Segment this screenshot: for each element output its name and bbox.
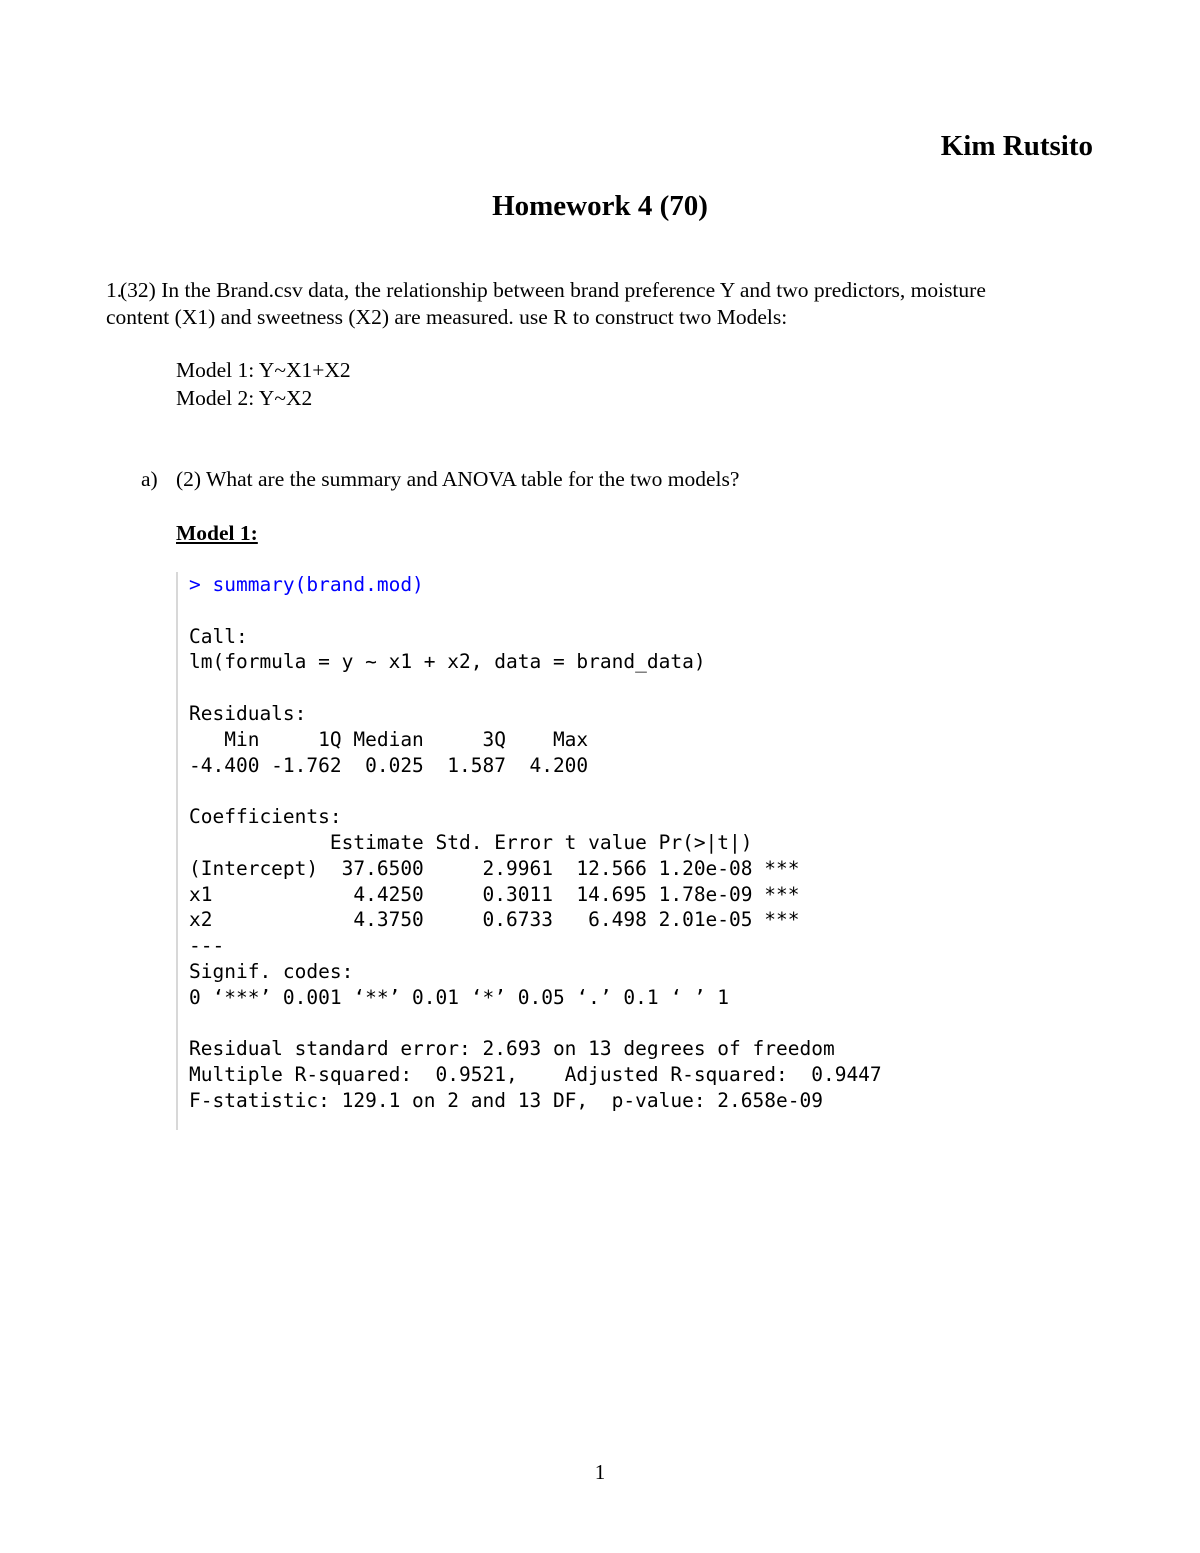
part-a-question <box>141 467 739 492</box>
question-1-line-1-text: (32) In the Brand.csv data, the relationship between brand preference Y and two predictors, moisture <box>120 278 986 302</box>
page-number: 1 <box>594 1460 606 1484</box>
r-output-line: Call: <box>189 624 248 648</box>
r-output-line: -4.400 -1.762 0.025 1.587 4.200 <box>189 753 600 777</box>
model-1-heading: Model 1: <box>176 521 258 545</box>
r-command: > summary(brand.mod) <box>189 573 424 596</box>
r-output-line: Estimate Std. Error t value Pr(>|t|) <box>189 830 800 854</box>
r-output-lines <box>178 598 978 1114</box>
r-output-line: lm(formula = y ~ x1 + x2, data = brand_data) <box>189 650 706 674</box>
r-output-line: Multiple R-squared: 0.9521, Adjusted R-squared: 0.9447 <box>189 1063 894 1087</box>
r-output-line: Residuals: <box>189 701 307 725</box>
question-1-line-2: content (X1) and sweetness (X2) are measured. use R to construct two Models: <box>106 305 788 329</box>
r-output-line: x1 4.4250 0.3011 14.695 1.78e-09 *** <box>189 882 800 906</box>
question-number: 1. <box>106 278 123 302</box>
document-title: Homework 4 (70) <box>492 190 708 222</box>
r-output-line <box>178 778 978 804</box>
model-2-formula: Model 2: Y~X2 <box>176 386 313 410</box>
r-output-line: Signif. codes: <box>189 959 377 983</box>
part-a-text: (2) What are the summary and ANOVA table for the two models? <box>176 467 740 491</box>
r-output-line: x2 4.3750 0.6733 6.498 2.01e-05 *** <box>189 908 800 932</box>
question-1-line-1 <box>106 277 1096 304</box>
part-a-label: a) <box>141 467 158 491</box>
r-output-line: Residual standard error: 2.693 on 13 degrees of freedom <box>189 1037 835 1061</box>
r-output-line <box>178 1011 978 1037</box>
r-output-line: 0 ‘***’ 0.001 ‘**’ 0.01 ‘*’ 0.05 ‘.’ 0.1 ‘ ’ 1 <box>189 985 730 1009</box>
model-1-formula: Model 1: Y~X1+X2 <box>176 358 351 382</box>
r-output-line: (Intercept) 37.6500 2.9961 12.566 1.20e-08 *** <box>189 856 800 880</box>
r-output-line: --- <box>189 934 225 958</box>
r-output-line: F-statistic: 129.1 on 2 and 13 DF, p-value: 2.658e-09 <box>189 1088 823 1112</box>
author-name: Kim Rutsito <box>940 130 1093 162</box>
r-output-line: Min 1Q Median 3Q Max <box>189 727 600 751</box>
question-1-text <box>106 277 1096 331</box>
r-output-line <box>178 598 978 624</box>
r-console-output <box>176 572 978 1130</box>
r-output-line: Coefficients: <box>189 805 342 829</box>
r-output-line <box>178 675 978 701</box>
